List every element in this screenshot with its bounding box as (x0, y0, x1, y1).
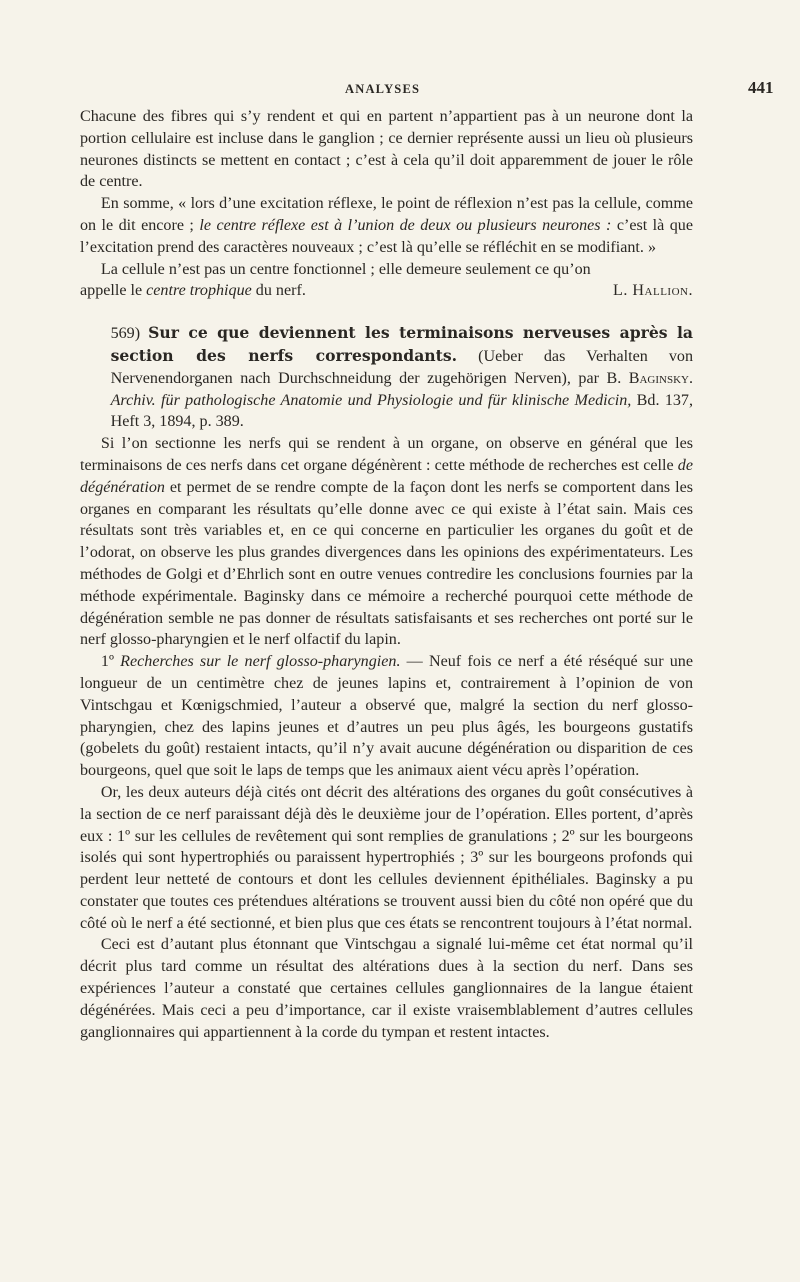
citation: Bd. 137, Heft 3, 1894, p. 389. (110, 391, 693, 431)
running-title: ANALYSES (345, 82, 421, 96)
author-signature: L. Hallion. (613, 282, 693, 300)
article-title: Sur ce que deviennent les terminaisons nerveuses après la section des nerfs correspondants. (110, 323, 693, 365)
page-number: 441 (748, 78, 774, 97)
paragraph: La cellule n’est pas un centre fonctionnel ; elle demeure seulement ce qu’on (100, 260, 591, 278)
paragraph: Ceci est d’autant plus étonnant que Vintschgau a signalé lui-même cet état normal qu’il décrit plus tard comme un résultat des altérations dues à la section du nerf. Dans ses expériences l’auteur a constaté que certaines cellules ganglionnaires de la langue étaient dégénérées. Mais ceci a peu d’importance, car il existe vraisemblablement d’autres cellules ganglionnaires qui appartiennent à la corde du tympan et restent intactes. (80, 936, 693, 1041)
article-number: 569) (110, 325, 141, 343)
article-heading (80, 322, 693, 433)
section-subtitle: Recherches sur le nerf glosso-pharyngien. (120, 653, 401, 671)
original-title: (Ueber das Verhalten von Nervenendorganen nach Durchschneidung der zugehörigen Nerven), par (110, 347, 693, 387)
paragraph: En somme, « lors d’une excitation réflexe, le point de réflexion n’est pas la cellule, comme on le dit encore ; le centre réflexe est à l’union de deux ou plusieurs neurones : c’est là que l’excitation prend des caractères nouveaux ; c’est là qu’elle se réfléchit en se modifiant. » (80, 195, 693, 256)
page-header (0, 78, 800, 102)
article-569 (80, 322, 693, 1043)
signature-line: appelle le centre trophique du nerf. L. Hallion. (80, 280, 693, 302)
italic-quote: le centre réflexe est à l’union de deux ou plusieurs neurones : (199, 216, 612, 234)
journal-name: Archiv. für pathologische Anatomie und Physiologie und für klinische Medicin, (110, 391, 632, 409)
page-body (80, 106, 693, 1043)
paragraph: Chacune des fibres qui s’y rendent et qui en partent n’appartient pas à un neurone dont la portion cellulaire est incluse dans le ganglion ; ce dernier représente aussi un lieu où plusieurs neurones distincts se mettent en contact ; c’est à cela qu’il doit apparemment de jouer le rôle de centre. (80, 108, 693, 191)
paragraph: Si l’on sectionne les nerfs qui se rendent à un organe, on observe en général que les terminaisons de ces nerfs dans cet organe dégénèrent : cette méthode de recherches est celle de dégénération et permet de se rendre compte de la façon dont les nerfs se comportent dans les organes en comparant les résultats qu’elle donne avec ce qui existe à l’état sain. Mais ces résultats sont très variables et, en ce qui concerne en particulier les organes du goût et de l’odorat, on observe les plus grandes divergences dans les opinions des expérimentateurs. Les méthodes de Golgi et d’Ehrlich sont en outre venues contredire les conclusions fournies par la méthode expérimentale. Baginsky dans ce mémoire a recherché pourquoi cette méthode de dégénération semble ne pas donner de résultats satisfaisants et ses recherches ont porté sur le nerf glosso-pharyngien et le nerf olfactif du lapin. (80, 435, 693, 649)
article-author: B. Baginsky. (606, 369, 693, 387)
paragraph: 1º Recherches sur le nerf glosso-pharyngien. — Neuf fois ce nerf a été réséqué sur une longueur de un centimètre chez de jeunes lapins et, contrairement à l’opinion de von Vintschgau et Kœnigschmied, l’auteur a observé que, malgré la section du nerf glosso-pharyngien, chez des lapins jeunes et d’autres un peu plus âgés, les bourgeons gustatifs (gobelets du goût) restaient intacts, qu’il n’y avait aucune dégénération ou disparition de ces bourgeons, quel que soit le laps de temps que les animaux aient vécu après l’opération. (80, 653, 693, 780)
paragraph: Or, les deux auteurs déjà cités ont décrit des altérations des organes du goût consécutives à la section de ce nerf paraissant déjà dès le deuxième jour de l’opération. Elles portent, d’après eux : 1º sur les cellules de revêtement qui sont remplies de granulations ; 2º sur les bourgeons isolés qui sont hypertrophiés ou paraissent hypertrophiés ; 3º sur les bourgeons profonds qui perdent leur netteté de contours et dont les cellules deviennent épithéliales. Baginsky a pu constater que toutes ces prétendues altérations se trouvent aussi bien du côté non opéré que du côté où le nerf a été sectionné, et bien plus que ces états se rencontrent toujours à l’état normal. (80, 783, 693, 932)
